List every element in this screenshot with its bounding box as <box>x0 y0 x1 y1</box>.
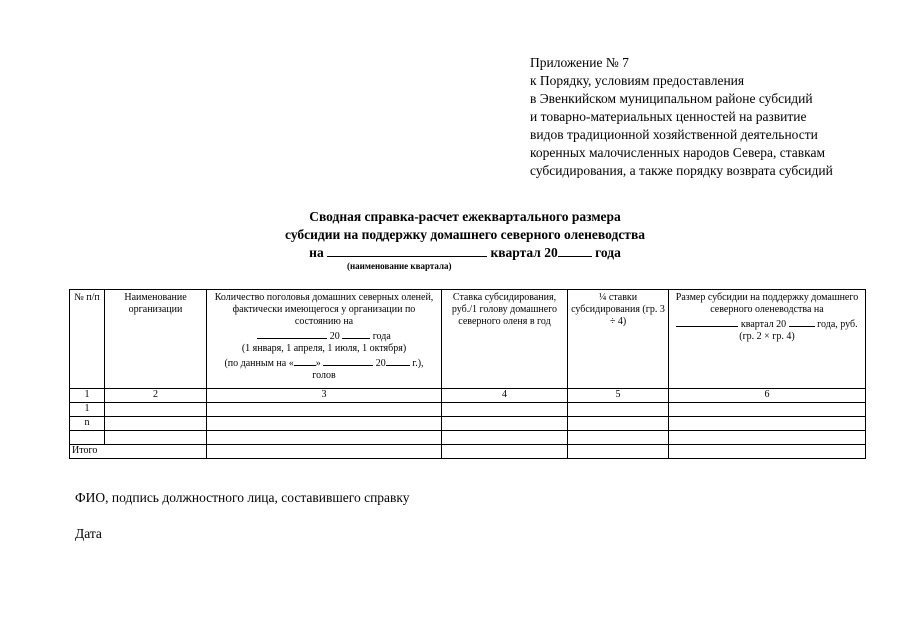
date-blank <box>257 328 327 339</box>
appendix-line: видов традиционной хозяйственной деятельности <box>530 127 818 142</box>
header-subsidy-quarter: квартал 20 <box>740 319 787 330</box>
column-number: 3 <box>207 389 442 403</box>
appendix-line: в Эвенкийском муниципальном районе субсидий <box>530 91 813 106</box>
column-number: 5 <box>568 389 669 403</box>
column-number: 4 <box>442 389 568 403</box>
table-row <box>70 417 866 431</box>
table-cell <box>442 431 568 445</box>
header-number: № п/п <box>70 290 105 389</box>
header-herd-count <box>207 290 442 389</box>
table-cell <box>442 403 568 417</box>
header-subsidy-formula: (гр. 2 × гр. 4) <box>739 331 795 342</box>
quarter-blank <box>676 316 738 327</box>
column-numbers-row <box>70 389 866 403</box>
table-cell <box>442 445 568 459</box>
header-herd-source-close: » <box>315 358 321 369</box>
header-quarter-rate: ¼ ставки субсидирования (гр. 3 ÷ 4) <box>568 290 669 389</box>
header-herd-source-suffix: г.), <box>412 358 424 369</box>
table-cell <box>105 431 207 445</box>
appendix-line: Приложение № 7 <box>530 55 629 70</box>
year-blank <box>342 328 370 339</box>
table-cell <box>105 403 207 417</box>
appendix-line: и товарно-материальных ценностей на развитие <box>530 109 807 124</box>
table-cell <box>669 445 866 459</box>
title-line-1: Сводная справка-расчет ежеквартального размера <box>309 209 621 224</box>
title-prefix: на <box>309 245 324 260</box>
table-cell <box>568 431 669 445</box>
title-middle: квартал 20 <box>490 245 558 260</box>
table-row <box>70 403 866 417</box>
row-number: 1 <box>70 403 105 417</box>
year-blank <box>558 244 592 257</box>
header-herd-year: 20 <box>329 331 340 342</box>
header-subsidy-text: Размер субсидии на поддержку домашнего северного оленеводства на <box>675 292 859 315</box>
table-row <box>70 431 866 445</box>
table-cell <box>669 403 866 417</box>
table-cell <box>207 403 442 417</box>
year-blank <box>789 316 815 327</box>
table-cell <box>207 431 442 445</box>
table-cell <box>207 417 442 431</box>
header-herd-unit: голов <box>312 370 336 381</box>
row-number: n <box>70 417 105 431</box>
date-line: Дата <box>75 526 102 541</box>
table-cell <box>568 403 669 417</box>
quarter-blank <box>327 244 487 257</box>
table-cell <box>207 445 442 459</box>
table-cell <box>442 417 568 431</box>
title-suffix: года <box>595 245 621 260</box>
month-blank <box>323 355 373 366</box>
total-row <box>70 445 866 459</box>
appendix-line: коренных малочисленных народов Севера, ставкам <box>530 145 826 160</box>
header-subsidy-unit: года, руб. <box>817 319 858 330</box>
table-cell <box>568 417 669 431</box>
column-number: 2 <box>105 389 207 403</box>
row-number <box>70 431 105 445</box>
header-herd-dates: (1 января, 1 апреля, 1 июля, 1 октября) <box>241 343 407 354</box>
signature-line: ФИО, подпись должностного лица, составившего справку <box>75 490 410 505</box>
total-label: Итого <box>70 445 207 459</box>
header-herd-year-word: года <box>372 331 391 342</box>
header-subsidy-amount <box>669 290 866 389</box>
title-line-3 <box>200 244 730 262</box>
document-title <box>200 208 730 262</box>
quarter-hint: (наименование квартала) <box>347 261 452 271</box>
header-herd-source-year: 20 <box>375 358 386 369</box>
header-herd-source-open: (по данным на « <box>224 358 294 369</box>
table-cell <box>669 431 866 445</box>
appendix-line: субсидирования, а также порядку возврата субсидий <box>530 163 833 178</box>
year-blank <box>386 355 410 366</box>
calculation-table <box>69 289 866 459</box>
table-cell <box>105 417 207 431</box>
column-number: 6 <box>669 389 866 403</box>
header-herd-count-text: Количество поголовья домашних северных оленей, фактически имеющегося у организации по состоянию на <box>214 292 434 327</box>
day-blank <box>294 355 316 366</box>
table-cell <box>568 445 669 459</box>
header-organization: Наименование организации <box>105 290 207 389</box>
title-line-2: субсидии на поддержку домашнего северного оленеводства <box>285 227 645 242</box>
table-cell <box>669 417 866 431</box>
table-header-row <box>70 290 866 389</box>
column-number: 1 <box>70 389 105 403</box>
header-rate: Ставка субсидирования, руб./1 голову домашнего северного оленя в год <box>442 290 568 389</box>
appendix-line: к Порядку, условиям предоставления <box>530 73 745 88</box>
appendix-block <box>530 54 890 180</box>
